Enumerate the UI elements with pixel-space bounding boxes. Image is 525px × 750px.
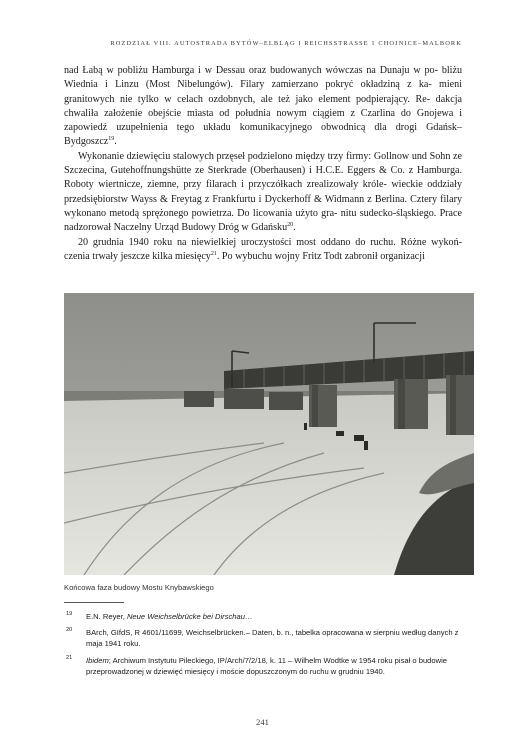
text-line: wieckie oddziały przedsiębiorstw Wayss & Freytag z Frankfurtu i Dyckerhoff & Widmann xyxy=(64,179,463,205)
text-line: Wykonanie dziewięciu stalowych przęseł podzielono między trzy firmy: Gollnow und xyxy=(78,150,427,162)
text-line: Sohn ze Szczecina, Gutehoffnungshütte ze Sterkrade (Oberhausen) i H.C.E. Eggers & Co. xyxy=(64,150,462,177)
footnote-20 xyxy=(64,627,474,649)
footnote-divider xyxy=(64,602,124,603)
page-number: 241 xyxy=(256,717,269,727)
text-line: Gnojewa i zapowiedź uzupełnienia tego układu komunikacyjnego obwodnicą dla drogi xyxy=(64,107,463,134)
bridge-construction-photo xyxy=(64,293,474,575)
footnote-text: ; Archiwum Instytutu Pileckiego, IP/Arch/7/2/18, k. 11 – Wilhelm Wodtke w 1954 roku pisał o budowie przeprowadzonej w dziewięć miesięcy i moście dopuszczonym do ruchu w grudniu 1940. xyxy=(86,655,448,676)
paragraph-2 xyxy=(64,150,462,236)
footnote-title: Neue Weichselbrücke bei Dirschau… xyxy=(126,612,253,621)
text-line: . xyxy=(114,136,117,148)
text-line: z Hamburga. Roboty wiertnicze, ziemne, przy filarach i przyczółkach zrealizowały króle- xyxy=(64,165,462,191)
running-head: ROZDZIAŁ VIII. AUTOSTRADA BYTÓW–ELBLĄG I REICHSSTRASSE 1 CHOJNICE–MALBORK xyxy=(110,40,462,47)
text-line: . Po wybuchu wojny Fritz Todt zabronił organizacji xyxy=(216,250,425,262)
text-line: . xyxy=(293,222,296,234)
footnote-19 xyxy=(64,611,474,622)
footnote-ref[interactable]: 20 xyxy=(287,222,294,229)
footnote-21 xyxy=(64,655,474,677)
footnote-number: 19 xyxy=(66,611,73,617)
footnotes xyxy=(64,611,474,682)
text-line: nad Łabą w pobliżu Hamburga i w Dessau oraz budowanych wówczas na Dunaju w po- xyxy=(64,65,438,76)
paragraph-1 xyxy=(64,64,462,150)
footnote-number: 20 xyxy=(66,627,73,634)
photo-drawing xyxy=(64,293,474,575)
footnote-ref[interactable]: 21 xyxy=(210,250,217,257)
text-line: czenia trwały jeszcze kilka miesięcy xyxy=(64,250,211,262)
text-line: 20 grudnia 1940 roku na niewielkiej uroczystości most oddano do ruchu. Różne wykoń- xyxy=(78,236,462,248)
text-line: z Berlina. Cztery filary wykonano metodą sprężonego powietrza. Do licowania użyto gra- xyxy=(64,193,463,219)
paragraph-3 xyxy=(64,236,462,265)
text-line: mieni granitowych nie tylko w celach ozdobnych, ale też jako element podpierający. Re- xyxy=(64,79,462,105)
footnote-text: BArch, GIfdS, R 4601/11699, Weichselbrücken.– Daten, b. n., tabelka opracowana w sierpniu według danych z maja 1941 roku. xyxy=(86,628,459,649)
text-line: dakcja chwaliła założenie obejście miasta od południa nowym ciągiem z Czarlina do xyxy=(64,93,462,119)
text-line: Gdańsk–Bydgoszcz xyxy=(64,122,462,148)
footnote-title: Ibidem xyxy=(86,655,109,665)
footnote-ref[interactable]: 19 xyxy=(108,136,115,143)
photo-caption: Końcowa faza budowy Mostu Knybawskiego xyxy=(64,583,214,592)
footnote-number: 21 xyxy=(66,654,73,661)
text-line: bliżu Wiednia i Linzu (Most Nibelungów). Filary zamierzano pokryć okładziną z ka- xyxy=(64,65,463,91)
footnote-text: E.N. Reyer, xyxy=(86,612,127,621)
body-text xyxy=(64,64,462,264)
text-line: nitu sudecko-śląskiego. Prace nadzorował Naczelny Urząd Budowy Dróg w Gdańsku xyxy=(64,207,462,234)
